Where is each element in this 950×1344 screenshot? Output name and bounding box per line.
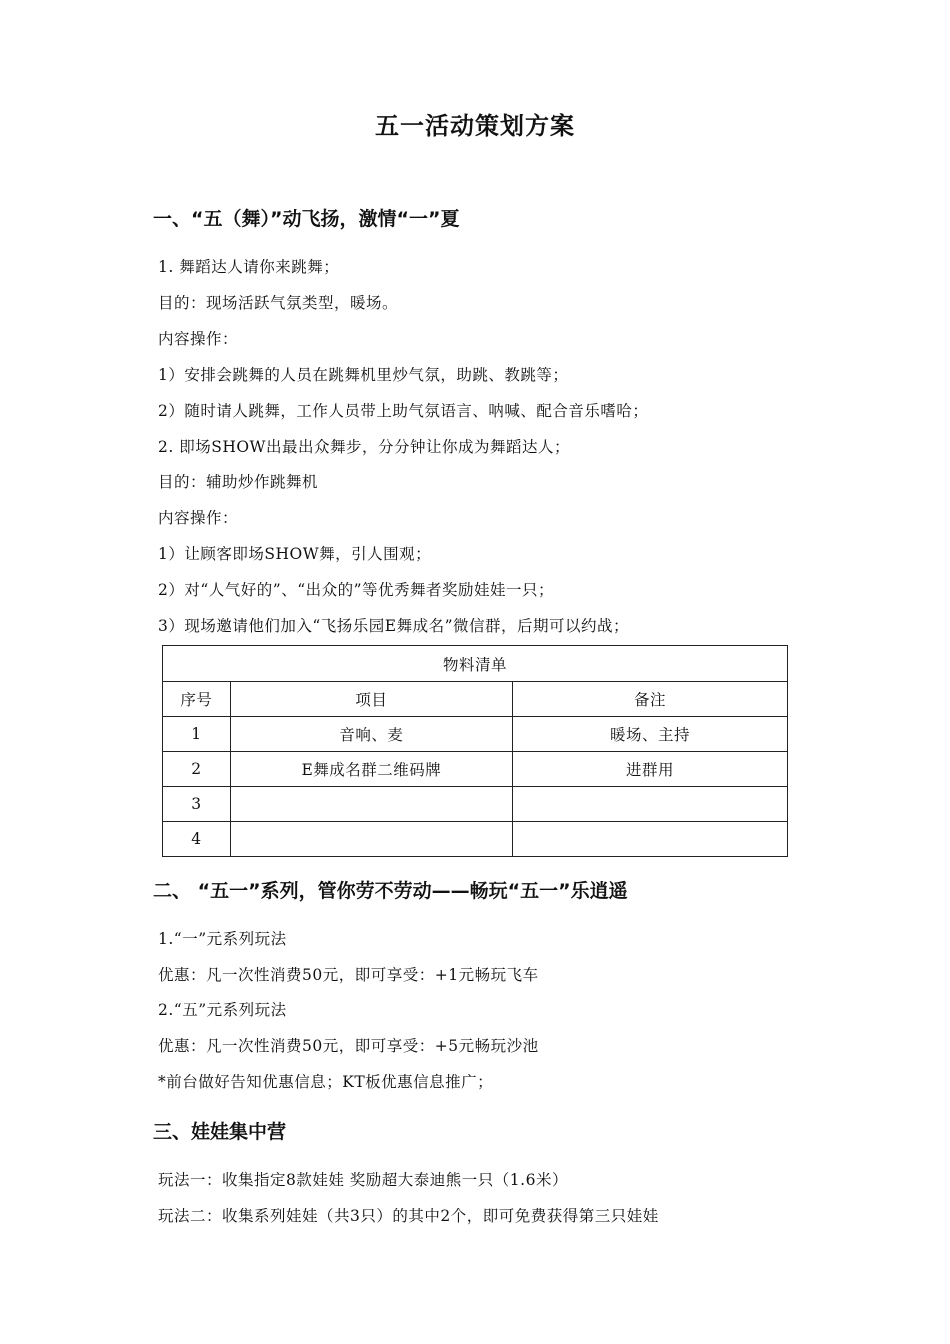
section-1-line: 目的：辅助炒作跳舞机 [158, 473, 319, 491]
table-row [163, 787, 788, 822]
section-3-line: 玩法二：收集系列娃娃（共3只）的其中2个，即可免费获得第三只娃娃 [158, 1207, 659, 1225]
section-1-line: 1）让顾客即场SHOW舞，引人围观； [158, 545, 432, 563]
section-3-line: 玩法一：收集指定8款娃娃 奖励超大泰迪熊一只（1.6米） [158, 1171, 568, 1189]
section-1-line: 内容操作： [158, 330, 239, 348]
section-2-line: 优惠：凡一次性消费50元，即可享受：+5元畅玩沙池 [158, 1037, 539, 1055]
section-2-line: 2.“五”元系列玩法 [158, 1001, 287, 1019]
section-3-heading: 三、娃娃集中营 [153, 1121, 287, 1143]
section-1-line: 2）随时请人跳舞，工作人员带上助气氛语言、呐喊、配合音乐嗜哈； [158, 402, 649, 420]
section-1-line: 1. 舞蹈达人请你来跳舞； [158, 258, 340, 276]
section-1-line: 目的：现场活跃气氛类型，暖场。 [158, 294, 399, 312]
section-1-line: 1）安排会跳舞的人员在跳舞机里炒气氛，助跳、教跳等； [158, 366, 569, 384]
table-row [163, 717, 788, 752]
table-cell: 暖场、主持 [512, 717, 787, 752]
table-cell [512, 822, 787, 857]
table-cell: 4 [163, 822, 231, 857]
table-cell [230, 787, 512, 822]
section-2-heading: 二、 “五一”系列，管你劳不劳动——畅玩“五一”乐逍遥 [153, 880, 628, 902]
section-1-line: 内容操作： [158, 509, 239, 527]
section-1-line: 2. 即场SHOW出最出众舞步，分分钟让你成为舞蹈达人； [158, 438, 570, 456]
section-1-heading: 一、“五（舞）”动飞扬，激情“一”夏 [153, 208, 460, 230]
section-2-line: 1.“一”元系列玩法 [158, 930, 287, 948]
section-2-line: *前台做好告知优惠信息；KT板优惠信息推广； [158, 1073, 494, 1091]
table-caption: 物料清单 [163, 646, 788, 682]
table-cell: 音响、麦 [230, 717, 512, 752]
section-2-line: 优惠：凡一次性消费50元，即可享受：+1元畅玩飞车 [158, 966, 539, 984]
document-title: 五一活动策划方案 [375, 112, 575, 140]
section-1-line: 3）现场邀请他们加入“飞扬乐园E舞成名”微信群，后期可以约战； [158, 617, 630, 635]
table-row [163, 822, 788, 857]
table-cell: 3 [163, 787, 231, 822]
table-cell: 2 [163, 752, 231, 787]
section-1-line: 2）对“人气好的”、“出众的”等优秀舞者奖励娃娃一只； [158, 581, 555, 599]
table-header-note: 备注 [512, 682, 787, 717]
table-cell: 进群用 [512, 752, 787, 787]
table-cell: E舞成名群二维码牌 [230, 752, 512, 787]
table-row [163, 752, 788, 787]
table-header-index: 序号 [163, 682, 231, 717]
table-cell: 1 [163, 717, 231, 752]
table-cell [230, 822, 512, 857]
table-header-item: 项目 [230, 682, 512, 717]
materials-table [162, 645, 788, 857]
table-cell [512, 787, 787, 822]
